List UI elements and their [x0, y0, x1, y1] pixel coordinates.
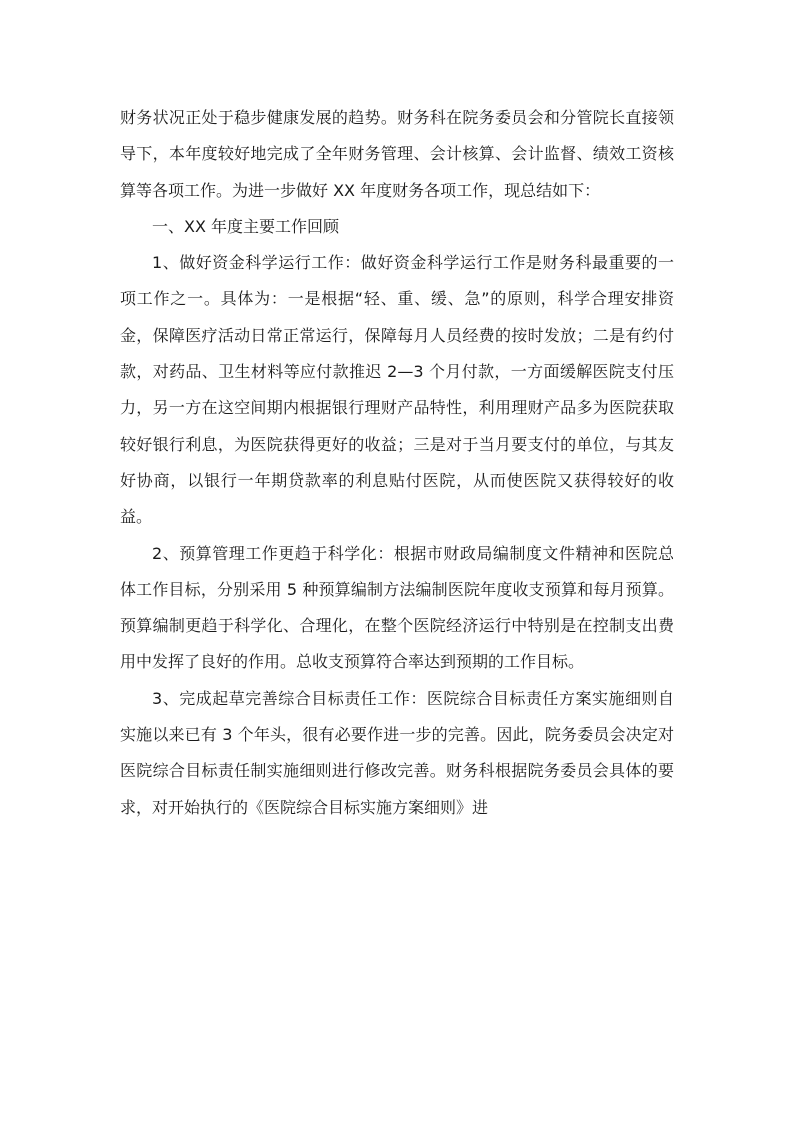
paragraph-intro: 财务状况正处于稳步健康发展的趋势。财务科在院务委员会和分管院长直接领导下，本年度较好地完成了全年财务管理、会计核算、会计监督、绩效工资核算等各项工作。为进一步做好 XX 年度财务各项工作，现总结如下： [120, 108, 674, 200]
section-heading: 一、XX 年度主要工作回顾 [152, 216, 340, 236]
paragraph-item-2: 2、预算管理工作更趋于科学化：根据市财政局编制度文件精神和医院总体工作目标，分别采用 5 种预算编制方法编制医院年度收支预算和每月预算。预算编制更趋于科学化、合理化，在整个医院经济运行中特别是在控制支出费用中发挥了良好的作用。总收支预算符合率达到预期的工作目标。 [120, 543, 674, 672]
paragraph-item-1: 1、做好资金科学运行工作：做好资金科学运行工作是财务科最重要的一项工作之一。具体为：一是根据“轻、重、缓、急”的原则，科学合理安排资金，保障医疗活动日常正常运行，保障每月人员经费的按时发放；二是有约付款，对药品、卫生材料等应付款推迟 2—3 个月付款，一方面缓解医院支付压力，另一方在这空间期内根据银行理财产品特性，利用理财产品多为医院获取较好银行利息，为医院获得更好的收益；三是对于当月要支付的单位，与其友好协商，以银行一年期贷款率的利息贴付医院，从而使医院又获得较好的收益。 [120, 253, 674, 527]
paragraph-item-3: 3、完成起草完善综合目标责任工作：医院综合目标责任方案实施细则自实施以来已有 3 个年头，很有必要作进一步的完善。因此，院务委员会决定对医院综合目标责任制实施细则进行修改完善。财务科根据院务委员会具体的要求，对开始执行的《医院综合目标实施方案细则》进 [120, 688, 674, 817]
